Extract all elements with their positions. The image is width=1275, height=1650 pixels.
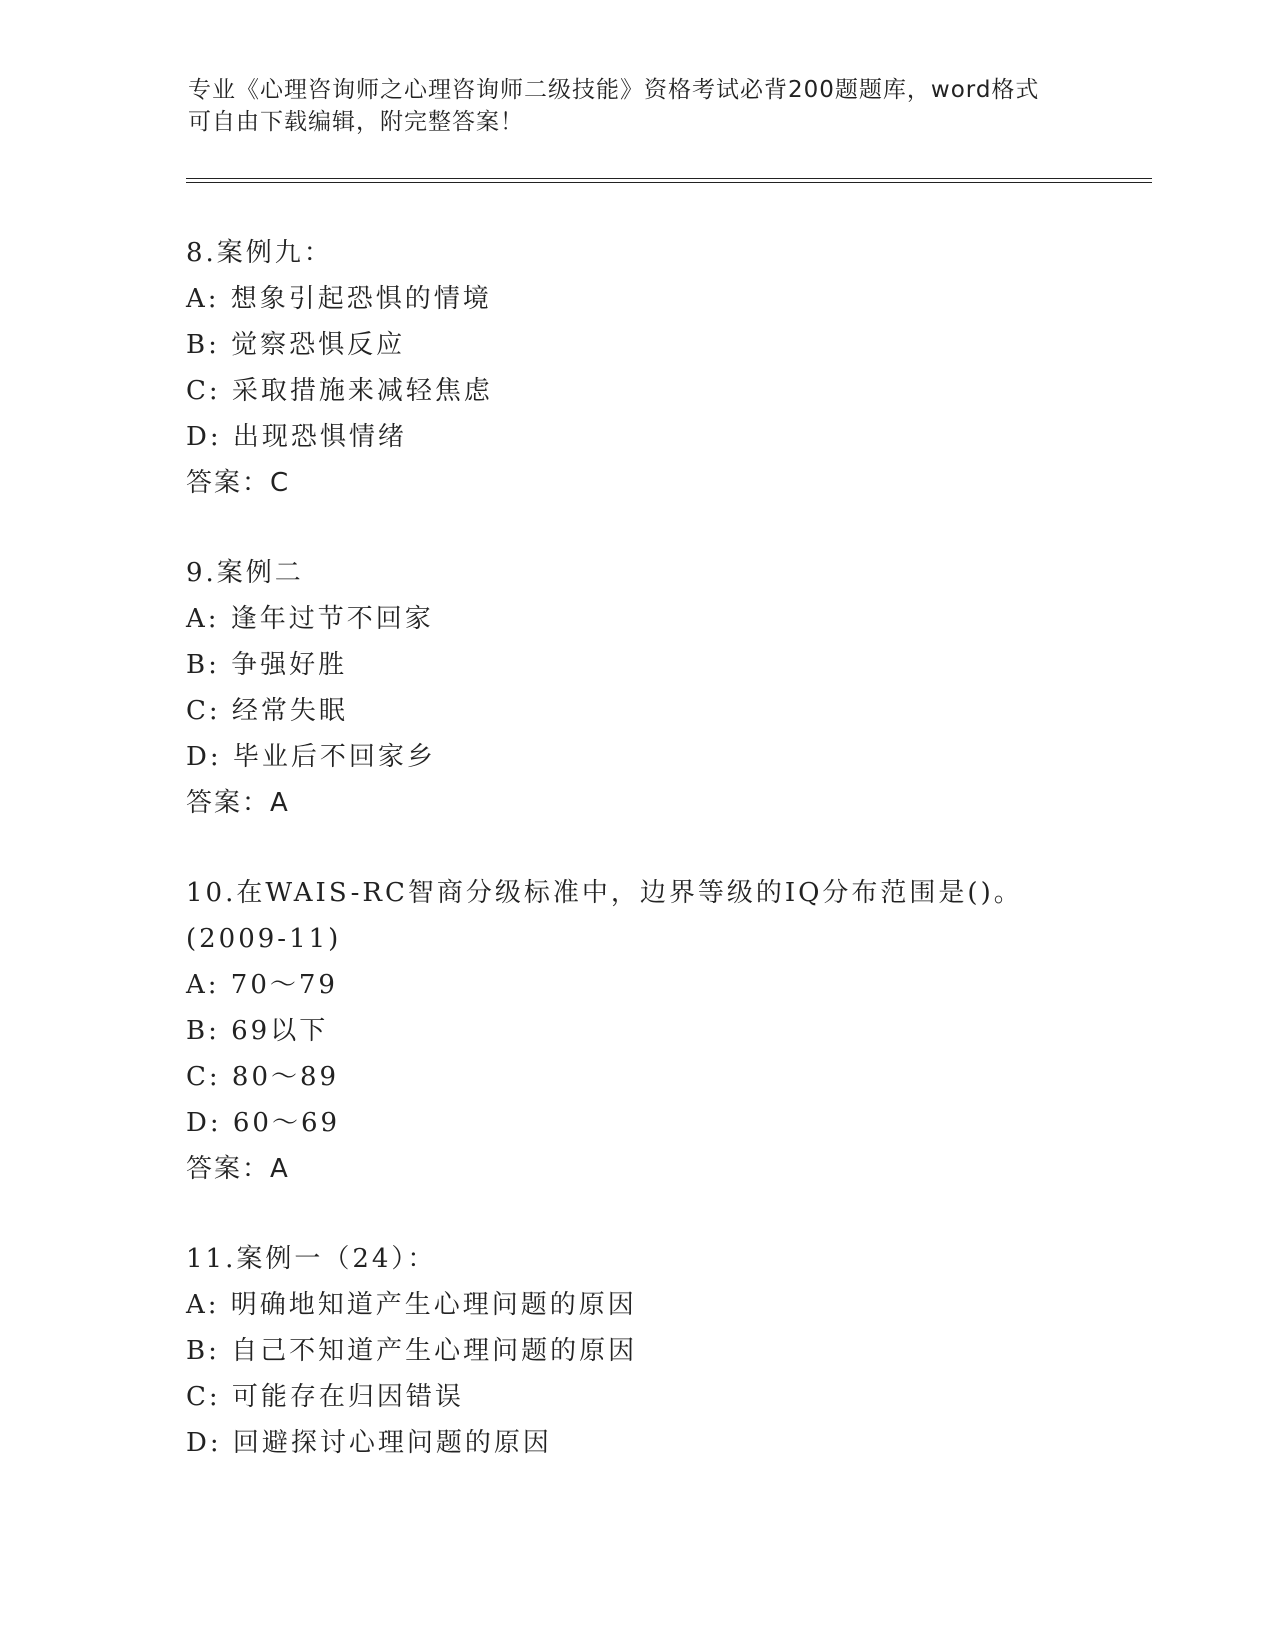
question-stem: 10.在WAIS-RC智商分级标准中，边界等级的IQ分布范围是()。: [186, 878, 1023, 908]
answer-line: 答案：C: [186, 468, 291, 498]
option-b: B: 争强好胜: [186, 650, 348, 680]
question-stem-continued: (2009-11): [186, 924, 342, 954]
question-stem: 9.案例二: [186, 558, 304, 588]
option-d: D: 回避探讨心理问题的原因: [186, 1428, 552, 1458]
option-b: B: 69以下: [186, 1016, 329, 1046]
option-b: B: 觉察恐惧反应: [186, 330, 406, 360]
option-a: A: 想象引起恐惧的情境: [186, 284, 492, 314]
question-stem: 11.案例一（24）：: [186, 1244, 437, 1274]
answer-line: 答案：A: [186, 788, 290, 818]
header-line-1: 专业《心理咨询师之心理咨询师二级技能》资格考试必背200题题库，word格式: [188, 77, 1040, 103]
option-d: D: 出现恐惧情绪: [186, 422, 407, 452]
question-9: [186, 550, 1146, 826]
question-spacer: [186, 506, 1146, 550]
option-c: C: 可能存在归因错误: [186, 1382, 464, 1412]
answer-line: 答案：A: [186, 1154, 290, 1184]
question-spacer: [186, 1192, 1146, 1236]
header-line-2: 可自由下载编辑，附完整答案！: [188, 109, 524, 135]
option-a: A: 70～79: [186, 970, 338, 1000]
option-b: B: 自己不知道产生心理问题的原因: [186, 1336, 638, 1366]
question-8: [186, 230, 1146, 506]
option-c: C: 经常失眠: [186, 696, 348, 726]
header-divider-bottom: [186, 182, 1152, 183]
question-list: [186, 230, 1146, 1466]
option-c: C: 80～89: [186, 1062, 340, 1092]
option-c: C: 采取措施来减轻焦虑: [186, 376, 493, 406]
header-divider-top: [186, 178, 1152, 179]
question-11: [186, 1236, 1146, 1466]
option-d: D: 毕业后不回家乡: [186, 742, 436, 772]
option-a: A: 明确地知道产生心理问题的原因: [186, 1290, 637, 1320]
option-d: D: 60～69: [186, 1108, 341, 1138]
question-stem: 8.案例九：: [186, 238, 333, 268]
question-10: [186, 870, 1146, 1192]
question-spacer: [186, 826, 1146, 870]
document-header: [188, 74, 1088, 138]
option-a: A: 逢年过节不回家: [186, 604, 434, 634]
